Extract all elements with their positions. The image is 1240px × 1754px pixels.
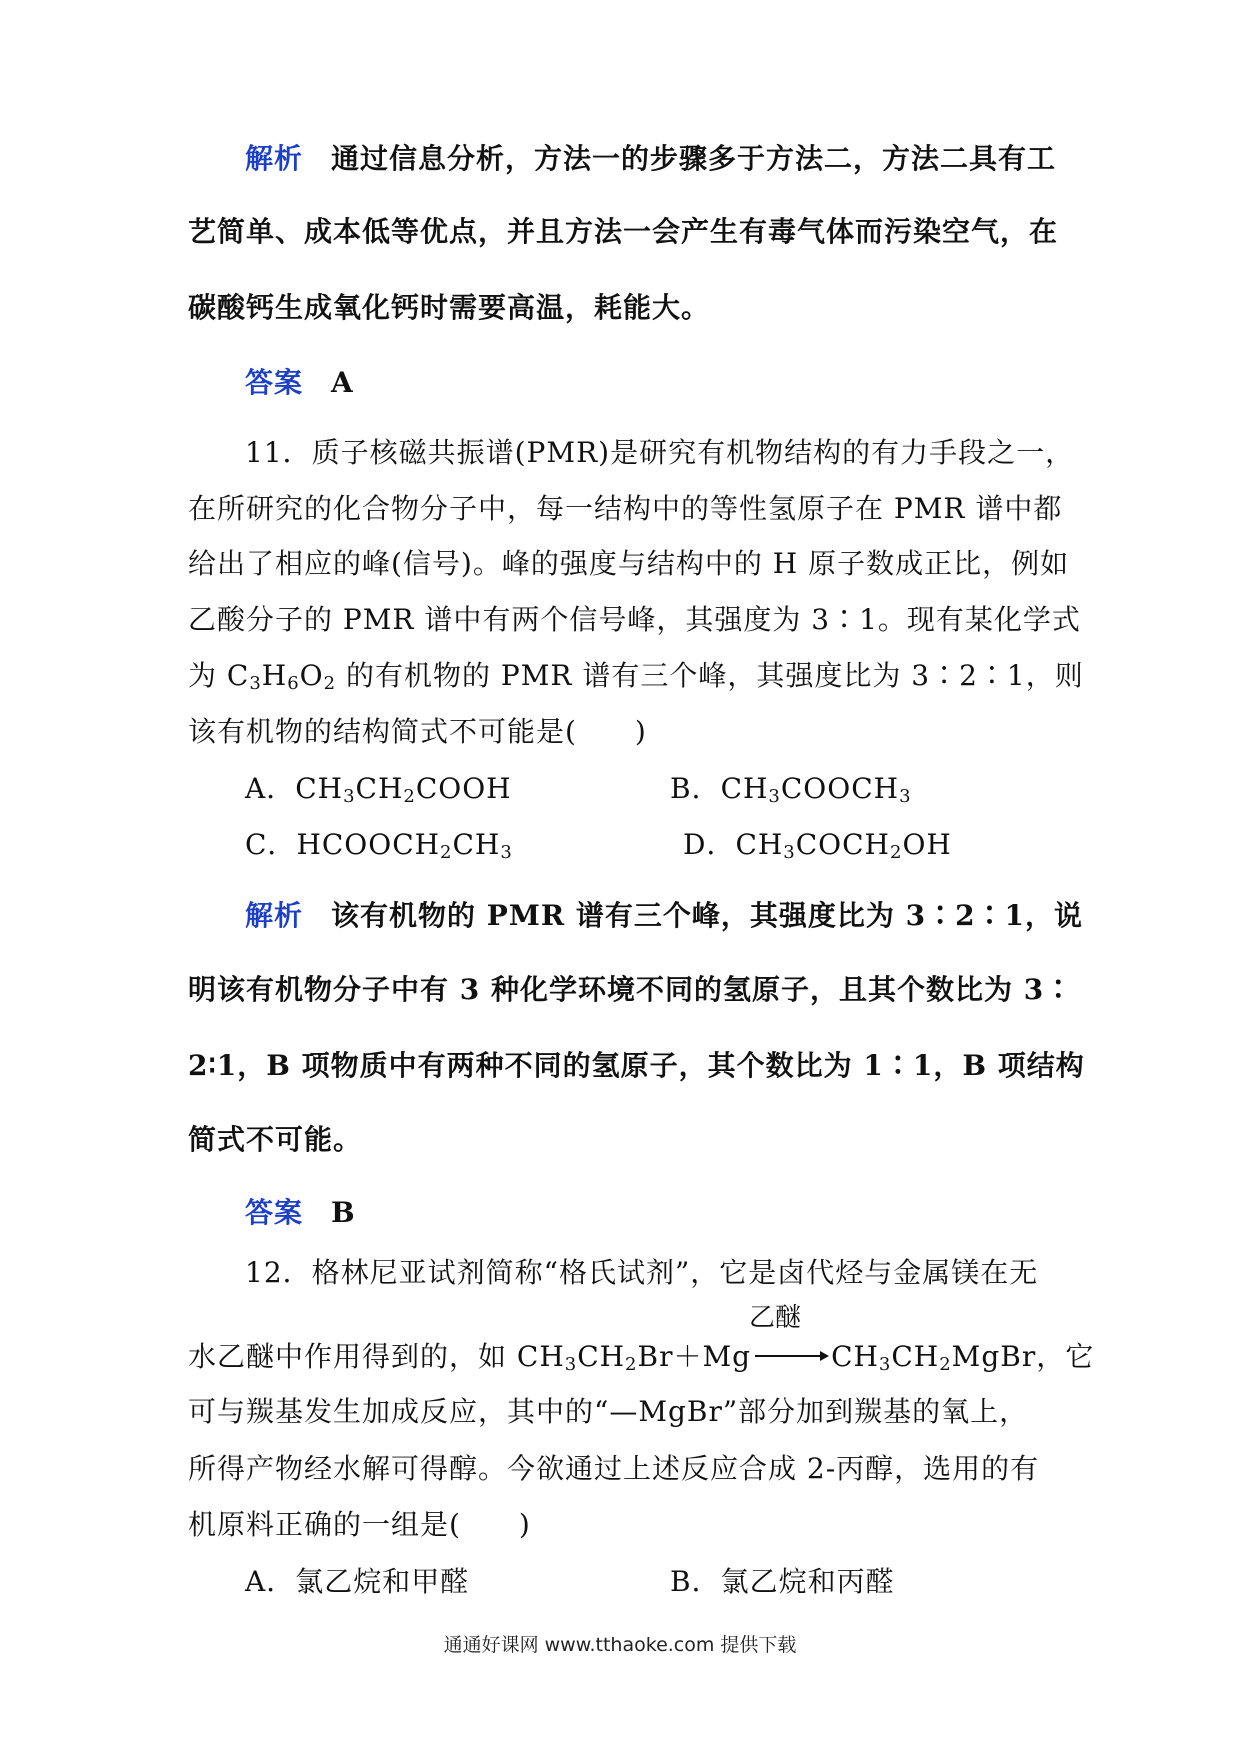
formula-part: CH	[355, 772, 404, 805]
option-a	[245, 771, 512, 807]
subscript: 3	[768, 786, 781, 807]
formula-part: COOCH	[780, 772, 900, 805]
analysis-tag: 解析	[245, 142, 304, 175]
question-12-line2	[188, 1339, 1240, 1375]
subscript: 3	[878, 1354, 892, 1375]
answer-10	[245, 365, 1240, 401]
question-11-line4: 乙酸分子的 PMR 谱中有两个信号峰，其强度为 3∶1。现有某化学式	[188, 603, 1081, 636]
subscript: 2	[403, 786, 416, 807]
arrow-condition-label: 乙醚	[749, 1303, 802, 1333]
option-label: A．	[245, 772, 296, 805]
option-label: C．	[245, 828, 297, 861]
formula-part: H	[261, 659, 288, 692]
question-12-line3: 可与羰基发生加成反应，其中的“—MgBr”部分加到羰基的氧上，	[188, 1395, 1029, 1428]
option-label: D．	[683, 828, 736, 861]
formula-part: HCOOCH	[296, 828, 441, 861]
text-part: 的有机物的 PMR 谱有三个峰，其强度比为 3∶2∶1，则	[336, 659, 1084, 692]
subscript: 3	[564, 1354, 578, 1375]
analysis-tag: 解析	[245, 899, 304, 932]
subscript: 2	[939, 1354, 952, 1375]
formula-part: CH	[295, 772, 344, 805]
answer-tag: 答案	[245, 1196, 304, 1229]
formula-part: 为 C	[188, 659, 250, 692]
formula-part: CH	[735, 828, 784, 861]
question-12-line4: 所得产物经水解可得醇。今欲通过上述反应合成 2-丙醇，选用的有	[188, 1452, 1040, 1485]
formula-part: CH	[720, 772, 769, 805]
text-part: 水乙醚中作用得到的，如 CH	[188, 1340, 565, 1373]
subscript: 3	[249, 673, 262, 694]
option-a: A．氯乙烷和甲醛	[245, 1565, 470, 1598]
subscript: 3	[783, 842, 796, 863]
answer-value: A	[331, 366, 354, 399]
question-11-line2: 在所研究的化合物分子中，每一结构中的等性氢原子在 PMR 谱中都	[188, 492, 1063, 525]
analysis-10-line3: 碳酸钙生成氧化钙时需要高温，耗能大。	[188, 291, 711, 324]
subscript: 3	[343, 786, 356, 807]
option-label: B．	[670, 772, 721, 805]
text-part: MgBr，它	[951, 1340, 1095, 1373]
formula-part: OH	[902, 828, 952, 861]
question-11-line3: 给出了相应的峰(信号)。峰的强度与结构中的 H 原子数成正比，例如	[188, 547, 1070, 580]
subscript: 3	[899, 786, 912, 807]
analysis-11-line3: 2∶1，B 项物质中有两种不同的氢原子，其个数比为 1∶1，B 项结构	[188, 1049, 1085, 1082]
analysis-text: 该有机物的 PMR 谱有三个峰，其强度比为 3∶2∶1，说	[331, 899, 1084, 932]
option-c	[245, 827, 513, 863]
question-12-line5: 机原料正确的一组是( )	[188, 1508, 531, 1541]
question-11-line6: 该有机物的结构简式不可能是( )	[188, 715, 647, 748]
reaction-arrow-icon	[755, 1355, 827, 1357]
formula-part: CH	[452, 828, 501, 861]
formula-part: CH	[831, 1340, 879, 1373]
formula-part: Br＋Mg	[637, 1340, 752, 1373]
subscript: 2	[625, 1354, 638, 1375]
subscript: 2	[440, 842, 453, 863]
analysis-11-line4: 简式不可能。	[188, 1123, 363, 1156]
page-footer: 通通好课网 www.tthaoke.com 提供下载	[443, 1634, 797, 1656]
analysis-11-line2: 明该有机物分子中有 3 种化学环境不同的氢原子，且其个数比为 3∶	[188, 973, 1074, 1006]
subscript: 2	[323, 673, 337, 694]
answer-11	[245, 1195, 1240, 1231]
analysis-11-line1	[245, 898, 1240, 934]
analysis-10-line1	[245, 141, 1240, 177]
analysis-10-line2: 艺简单、成本低等优点，并且方法一会产生有毒气体而污染空气，在	[188, 215, 1059, 248]
subscript: 6	[287, 673, 300, 694]
question-12-line1: 12．格林尼亚试剂简称“格氏试剂”，它是卤代烃与金属镁在无	[245, 1256, 1039, 1289]
analysis-text: 通过信息分析，方法一的步骤多于方法二，方法二具有工	[331, 142, 1057, 175]
formula-part: COOH	[415, 772, 512, 805]
option-b	[670, 771, 912, 807]
answer-tag: 答案	[245, 366, 304, 399]
formula-part: CH	[577, 1340, 626, 1373]
formula-part: CH	[891, 1340, 940, 1373]
question-11-line1: 11．质子核磁共振谱(PMR)是研究有机物结构的有力手段之一，	[245, 436, 1075, 469]
answer-value: B	[331, 1196, 356, 1229]
option-b: B．氯乙烷和丙醛	[670, 1565, 895, 1598]
subscript: 2	[889, 842, 903, 863]
subscript: 3	[500, 842, 513, 863]
question-11-line5	[188, 658, 1240, 694]
formula-part: O	[299, 659, 324, 692]
option-d	[683, 827, 952, 863]
formula-part: COCH	[795, 828, 890, 861]
